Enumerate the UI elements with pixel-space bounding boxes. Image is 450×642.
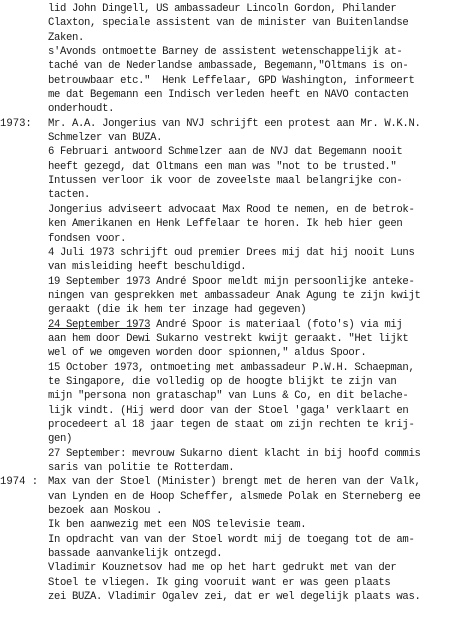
text-line: In opdracht van van der Stoel wordt mij de toegang tot de am- bbox=[48, 533, 415, 546]
text-line: lid John Dingell, US ambassadeur Lincoln Gordon, Philander bbox=[48, 3, 397, 15]
text-line: Zaken. bbox=[48, 31, 85, 44]
text-line: Schmelzer van BUZA. bbox=[48, 132, 163, 145]
paragraph-body bbox=[48, 2, 444, 117]
text-line: 19 September 1973 André Spoor meldt mijn persoonlijke anteke- bbox=[48, 275, 415, 288]
text-line: ken Amerikanen en Henk Leffelaar te horen. Ik heb hier geen bbox=[48, 218, 403, 231]
text-line: 27 September: mevrouw Sukarno dient klacht in bij hoofd commis bbox=[48, 447, 421, 460]
text-line: Claxton, speciale assistent van de minister van Buitenlandse bbox=[48, 17, 409, 30]
text-line: 15 October 1973, ontmoeting met ambassadeur P.W.H. Schaepman, bbox=[48, 361, 415, 374]
text-line: Jongerius adviseert advocaat Max Rood te nemen, en de betrok- bbox=[48, 203, 415, 216]
text-line: van Lynden en de Hoop Scheffer, alsmede Polak en Sterneberg ee bbox=[48, 490, 421, 503]
text-line-rest: André Spoor is materiaal (foto's) via mij bbox=[150, 318, 403, 331]
text-line: Ik ben aanwezig met een NOS televisie team. bbox=[48, 519, 307, 532]
text-line: Mr. A.A. Jongerius van NVJ schrijft een protest aan Mr. W.K.N. bbox=[48, 117, 421, 130]
text-line: gen) bbox=[48, 433, 73, 446]
block-1973 bbox=[0, 117, 444, 476]
text-line: me dat Begemann een Indisch verleden heeft en NAVO contacten bbox=[48, 89, 409, 102]
text-line: bezoek aan Moskou . bbox=[48, 505, 163, 518]
block-intro bbox=[0, 2, 444, 117]
text-line: saris van politie te Rotterdam. bbox=[48, 462, 235, 474]
text-line: ningen van gesprekken met ambassadeur Anak Agung te zijn kwijt bbox=[48, 289, 421, 302]
block-1974 bbox=[0, 475, 444, 604]
text-line: zei BUZA. Vladimir Ogalev zei, dat er wel degelijk plaats was. bbox=[48, 591, 421, 604]
text-line: Stoel te vliegen. Ik ging vooruit want er was geen plaats bbox=[48, 576, 391, 589]
text-line: tacten. bbox=[48, 189, 91, 202]
text-line: s'Avonds ontmoette Barney de assistent wetenschappelijk at- bbox=[48, 46, 403, 59]
year-label: 1974 : bbox=[0, 476, 39, 489]
text-line: Intussen verloor ik voor de zoveelste maal belangrijke con- bbox=[48, 175, 403, 188]
text-line: Max van der Stoel (Minister) brengt met de heren van der Valk, bbox=[48, 476, 421, 489]
text-line: geraakt (die ik hem ter inzage had gegeven) bbox=[48, 304, 307, 317]
paragraph-body bbox=[48, 475, 444, 604]
text-line: bassade aanvankelijk ontzegd. bbox=[48, 548, 223, 561]
text-line: aan hem door Dewi Sukarno vestrekt kwijt geraakt. "Het lijkt bbox=[48, 332, 409, 345]
text-line: procedeert al 18 jaar tegen de staat om zijn rechten te krij- bbox=[48, 418, 415, 431]
text-line: taché van de Nederlandse ambassade, Begemann,"Oltmans is on- bbox=[48, 60, 409, 73]
text-line: van misleiding heeft beschuldigd. bbox=[48, 261, 247, 274]
text-line: onderhoudt. bbox=[48, 103, 115, 116]
underlined-date: 24 September 1973 bbox=[48, 318, 151, 331]
text-line: fondsen voor. bbox=[48, 232, 127, 245]
text-line: wel of we omgeven worden door spionnen," aldus Spoor. bbox=[48, 347, 367, 360]
text-line: 4 Juli 1973 schrijft oud premier Drees mij dat hij nooit Luns bbox=[48, 246, 415, 259]
text-line: lijk vindt. (Hij werd door van der Stoel 'gaga' verklaart en bbox=[48, 404, 409, 417]
year-label: 1973: bbox=[0, 117, 32, 130]
text-line: heeft gezegd, dat Oltmans een man was "not to be trusted." bbox=[48, 160, 397, 173]
paragraph-body bbox=[48, 117, 444, 476]
text-line: betrouwbaar etc." Henk Leffelaar, GPD Washington, informeert bbox=[48, 74, 415, 87]
text-line: 6 Februari antwoord Schmelzer aan de NVJ dat Begemann nooit bbox=[48, 146, 403, 159]
text-line-underlined-date bbox=[48, 318, 444, 332]
text-line: mijn "persona non grataschap" van Luns & Co, en dit belache- bbox=[48, 390, 409, 403]
text-line: Vladimir Kouznetsov had me op het hart gedrukt met van der bbox=[48, 562, 397, 575]
text-line: te Singapore, die volledig op de hoogte blijkt te zijn van bbox=[48, 375, 397, 388]
